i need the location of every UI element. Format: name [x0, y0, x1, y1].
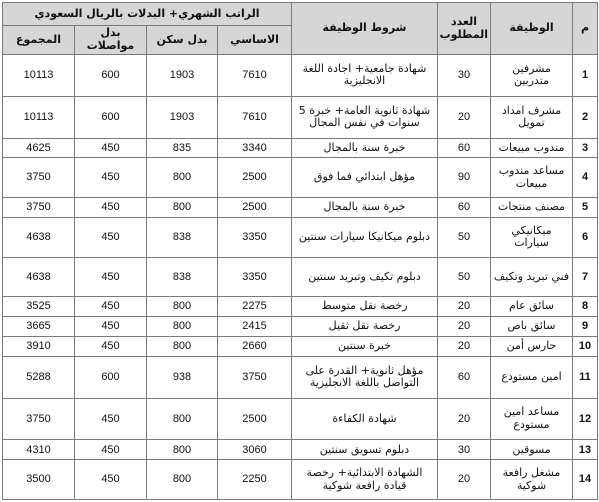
cell-housing: 835 [147, 138, 218, 158]
cell-housing: 838 [147, 257, 218, 297]
cell-housing: 800 [147, 440, 218, 460]
header-no: م [573, 3, 598, 55]
cell-count: 20 [438, 460, 491, 500]
cell-no: 5 [573, 198, 598, 218]
cell-housing: 838 [147, 217, 218, 257]
cell-housing: 800 [147, 297, 218, 317]
cell-basic: 2250 [218, 460, 292, 500]
table-body [3, 55, 598, 500]
cell-transport: 450 [75, 217, 147, 257]
cell-housing: 938 [147, 356, 218, 398]
header-basic: الاساسي [218, 26, 292, 55]
cell-no: 12 [573, 398, 598, 440]
cell-requirements: دبلوم ميكانيكا سيارات سنتين [292, 217, 438, 257]
jobs-table-container [2, 2, 597, 500]
table-row [3, 440, 598, 460]
cell-job: مسوقين [491, 440, 573, 460]
cell-job: سائق باص [491, 317, 573, 337]
table-row [3, 317, 598, 337]
table-row [3, 297, 598, 317]
cell-basic: 2500 [218, 198, 292, 218]
cell-no: 1 [573, 55, 598, 97]
cell-count: 20 [438, 96, 491, 138]
table-row [3, 198, 598, 218]
cell-job: مصنف منتجات [491, 198, 573, 218]
cell-basic: 7610 [218, 96, 292, 138]
cell-requirements: شهادة جامعية+ اجادة اللغة الانجليزية [292, 55, 438, 97]
cell-requirements: خبرة سنة بالمجال [292, 198, 438, 218]
cell-basic: 2500 [218, 158, 292, 198]
jobs-table [2, 2, 598, 500]
header-row-top [3, 3, 598, 26]
cell-count: 50 [438, 217, 491, 257]
cell-basic: 7610 [218, 55, 292, 97]
cell-housing: 1903 [147, 96, 218, 138]
cell-basic: 3350 [218, 217, 292, 257]
table-row [3, 337, 598, 357]
cell-count: 60 [438, 138, 491, 158]
cell-count: 60 [438, 356, 491, 398]
table-row [3, 55, 598, 97]
header-total: المجموع [3, 26, 75, 55]
header-count: العدد المطلوب [438, 3, 491, 55]
cell-job: مساعد مندوب مبيعات [491, 158, 573, 198]
cell-total: 3750 [3, 398, 75, 440]
cell-requirements: خبرة سنة بالمجال [292, 138, 438, 158]
cell-count: 60 [438, 198, 491, 218]
cell-housing: 800 [147, 198, 218, 218]
cell-basic: 3350 [218, 257, 292, 297]
cell-count: 30 [438, 440, 491, 460]
cell-job: حارس أمن [491, 337, 573, 357]
cell-total: 3665 [3, 317, 75, 337]
cell-job: مشغل رافعة شوكية [491, 460, 573, 500]
cell-total: 4638 [3, 257, 75, 297]
table-row [3, 398, 598, 440]
cell-transport: 450 [75, 440, 147, 460]
cell-job: فني تبريد وتكيف [491, 257, 573, 297]
cell-requirements: مؤهل ثانوية+ القدرة على التواصل باللغة الانجليزية [292, 356, 438, 398]
cell-requirements: مؤهل ابتدائي فما فوق [292, 158, 438, 198]
cell-total: 10113 [3, 55, 75, 97]
cell-job: مندوب مبيعات [491, 138, 573, 158]
cell-requirements: دبلوم تسويق سنتين [292, 440, 438, 460]
cell-no: 9 [573, 317, 598, 337]
cell-total: 10113 [3, 96, 75, 138]
cell-requirements: الشهادة الابتدائية+ رخصة قيادة رافعة شوكية [292, 460, 438, 500]
cell-job: سائق عام [491, 297, 573, 317]
header-transport: بدل مواصلات [75, 26, 147, 55]
header-housing: بدل سكن [147, 26, 218, 55]
cell-total: 4625 [3, 138, 75, 158]
table-row [3, 257, 598, 297]
cell-count: 50 [438, 257, 491, 297]
table-row [3, 96, 598, 138]
cell-transport: 600 [75, 55, 147, 97]
table-row [3, 138, 598, 158]
cell-count: 20 [438, 337, 491, 357]
cell-transport: 450 [75, 317, 147, 337]
cell-housing: 800 [147, 158, 218, 198]
cell-total: 4310 [3, 440, 75, 460]
table-row [3, 356, 598, 398]
cell-housing: 800 [147, 398, 218, 440]
cell-transport: 600 [75, 96, 147, 138]
cell-job: مشرفين متدربين [491, 55, 573, 97]
cell-requirements: خبرة سنتين [292, 337, 438, 357]
cell-no: 11 [573, 356, 598, 398]
cell-no: 6 [573, 217, 598, 257]
table-row [3, 460, 598, 500]
cell-no: 10 [573, 337, 598, 357]
cell-job: مساعد امين مستودع [491, 398, 573, 440]
cell-job: امين مستودع [491, 356, 573, 398]
cell-housing: 800 [147, 337, 218, 357]
cell-total: 3750 [3, 158, 75, 198]
cell-no: 7 [573, 257, 598, 297]
cell-transport: 450 [75, 138, 147, 158]
cell-basic: 2415 [218, 317, 292, 337]
cell-housing: 1903 [147, 55, 218, 97]
cell-requirements: شهادة ثانوية العامة+ خبرة 5 سنوات في نفس المجال [292, 96, 438, 138]
cell-no: 4 [573, 158, 598, 198]
cell-job: ميكانيكي سيارات [491, 217, 573, 257]
cell-basic: 3340 [218, 138, 292, 158]
cell-transport: 450 [75, 337, 147, 357]
cell-count: 20 [438, 398, 491, 440]
cell-transport: 450 [75, 460, 147, 500]
cell-count: 90 [438, 158, 491, 198]
cell-no: 3 [573, 138, 598, 158]
cell-transport: 450 [75, 158, 147, 198]
cell-requirements: دبلوم تكيف وتبريد سنتين [292, 257, 438, 297]
cell-basic: 2660 [218, 337, 292, 357]
cell-total: 4638 [3, 217, 75, 257]
header-salary-group: الراتب الشهري+ البدلات بالريال السعودي [3, 3, 292, 26]
cell-job: مشرف امداد تمويل [491, 96, 573, 138]
table-row [3, 158, 598, 198]
header-requirements: شروط الوظيفة [292, 3, 438, 55]
cell-transport: 450 [75, 297, 147, 317]
cell-basic: 3060 [218, 440, 292, 460]
cell-no: 13 [573, 440, 598, 460]
table-row [3, 217, 598, 257]
header-job: الوظيفة [491, 3, 573, 55]
cell-transport: 450 [75, 198, 147, 218]
cell-total: 3525 [3, 297, 75, 317]
cell-no: 2 [573, 96, 598, 138]
cell-housing: 800 [147, 317, 218, 337]
cell-count: 30 [438, 55, 491, 97]
cell-transport: 450 [75, 398, 147, 440]
cell-total: 3500 [3, 460, 75, 500]
cell-basic: 3750 [218, 356, 292, 398]
cell-requirements: شهادة الكفاءة [292, 398, 438, 440]
cell-total: 5288 [3, 356, 75, 398]
cell-total: 3910 [3, 337, 75, 357]
cell-transport: 600 [75, 356, 147, 398]
cell-count: 20 [438, 317, 491, 337]
cell-requirements: رخصة نقل ثقيل [292, 317, 438, 337]
cell-housing: 800 [147, 460, 218, 500]
cell-transport: 450 [75, 257, 147, 297]
cell-count: 20 [438, 297, 491, 317]
cell-no: 14 [573, 460, 598, 500]
cell-basic: 2275 [218, 297, 292, 317]
cell-basic: 2500 [218, 398, 292, 440]
cell-no: 8 [573, 297, 598, 317]
cell-requirements: رخصة نقل متوسط [292, 297, 438, 317]
cell-total: 3750 [3, 198, 75, 218]
